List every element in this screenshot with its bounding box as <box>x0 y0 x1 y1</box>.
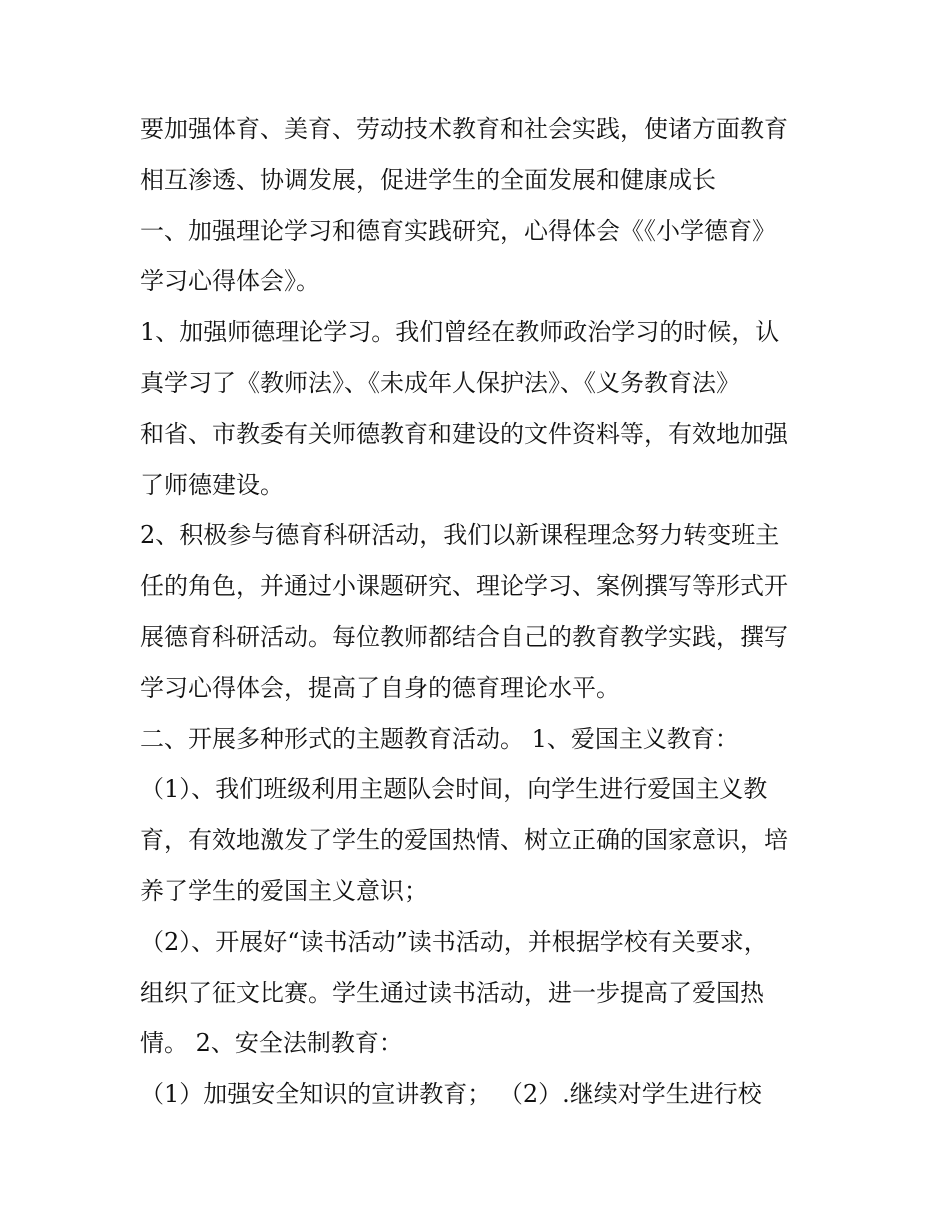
text-line: 1、加强师德理论学习。我们曾经在教师政治学习的时候，认 <box>140 318 780 347</box>
text-line: 任的角色，并通过小课题研究、理论学习、案例撰写等形式开 <box>140 572 788 601</box>
text-line: 和省、市教委有关师德教育和建设的文件资料等，有效地加强 <box>140 419 788 448</box>
text-line: 展德育科研活动。每位教师都结合自己的教育教学实践，撰写 <box>140 622 788 651</box>
text-line: 情。 2、安全法制教育： <box>140 1029 403 1058</box>
text-line: 真学习了《教师法》、《未成年人保护法》、《义务教育法》 <box>140 368 740 397</box>
section-heading: 一、加强理论学习和德育实践研究，心得体会《《小学德育》 <box>140 216 776 245</box>
text-line: 组织了征文比赛。学生通过读书活动，进一步提高了爱国热 <box>140 978 764 1007</box>
text-line: 要加强体育、美育、劳动技术教育和社会实践，使诸方面教育 <box>140 115 788 143</box>
text-line: 育，有效地激发了学生的爱国热情、树立正确的国家意识，培 <box>140 826 788 855</box>
text-line: 学习心得体会，提高了自身的德育理论水平。 <box>140 673 620 702</box>
text-line: （1）加强安全知识的宣讲教育； （2）.继续对学生进行校 <box>140 1080 762 1109</box>
text-line: 了师德建设。 <box>140 470 284 499</box>
text-line: （2）、开展好“读书活动”读书活动，并根据学校有关要求， <box>140 927 768 956</box>
text-line: 养了学生的爱国主义意识； <box>140 876 428 905</box>
text-line: （1）、我们班级利用主题队会时间，向学生进行爱国主义教 <box>140 775 768 804</box>
text-line: 2、积极参与德育科研活动，我们以新课程理念努力转变班主 <box>140 521 780 550</box>
body-text <box>140 104 830 1120</box>
text-line: 学习心得体会》。 <box>140 267 320 296</box>
text-line: 相互渗透、协调发展，促进学生的全面发展和健康成长 <box>140 165 716 194</box>
section-heading: 二、开展多种形式的主题教育活动。 1、爱国主义教育： <box>140 724 739 753</box>
